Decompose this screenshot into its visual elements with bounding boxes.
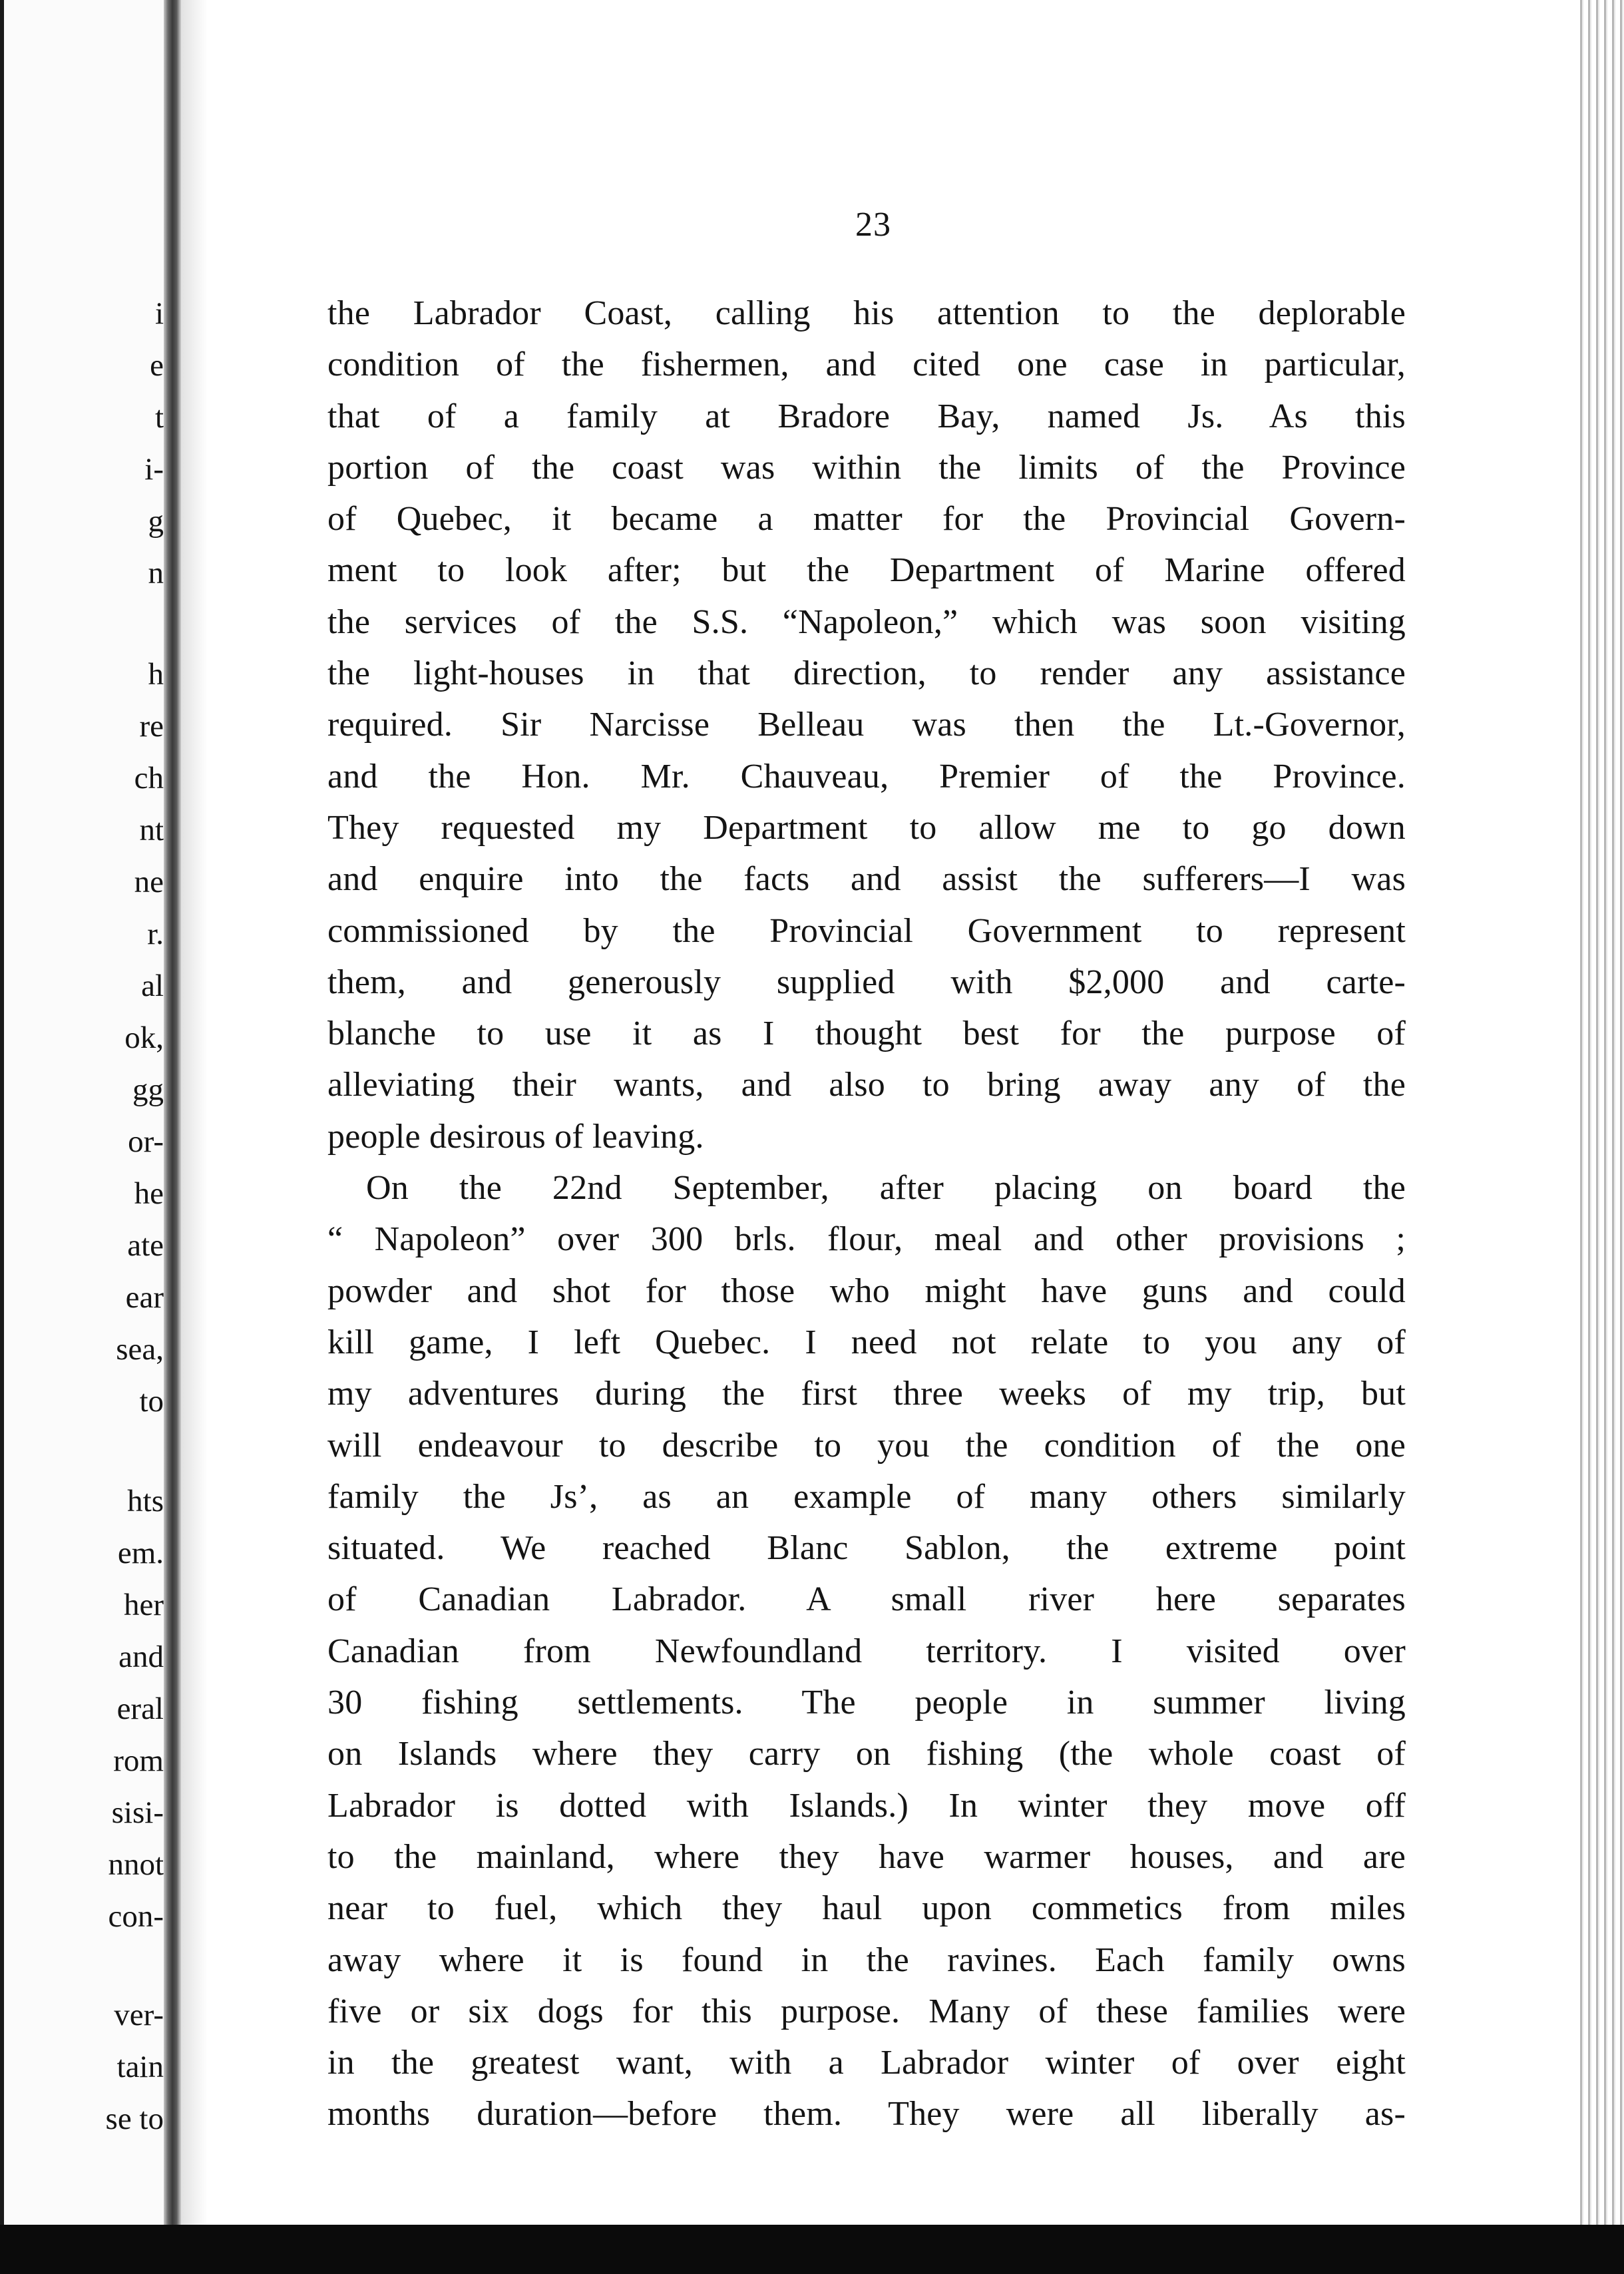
facing-line: sea, — [116, 1332, 164, 1367]
text-line: and enquire into the facts and assist the sufferers—I was — [327, 860, 1406, 899]
page-stack-edge — [1576, 0, 1624, 2225]
text-line: months duration—before them. They were all liberally as- — [327, 2095, 1406, 2134]
text-line: powder and shot for those who might have guns and could — [327, 1271, 1406, 1310]
text-line: my adventures during the first three weeks of my trip, but — [327, 1375, 1406, 1413]
text-line: them, and generously supplied with $2,000 and carte- — [327, 963, 1406, 1001]
facing-line: r. — [147, 917, 164, 951]
facing-line: ate — [127, 1228, 164, 1263]
facing-line: her — [123, 1588, 164, 1622]
facing-line: nnot — [108, 1847, 164, 1882]
text-line: ment to look after; but the Department of Marine offered — [327, 551, 1406, 590]
facing-line: re — [139, 709, 164, 744]
text-line: the light-houses in that direction, to render any assistance — [327, 654, 1406, 693]
facing-line: tain — [116, 2050, 164, 2084]
facing-line: rom — [113, 1743, 164, 1778]
facing-line: nt — [139, 813, 164, 847]
facing-line: h — [148, 657, 164, 692]
text-line: situated. We reached Blanc Sablon, the extreme point — [327, 1529, 1406, 1568]
facing-line: to — [139, 1384, 164, 1419]
facing-line: se to — [105, 2102, 164, 2136]
text-line: 30 fishing settlements. The people in summer living — [327, 1684, 1406, 1722]
body-text — [327, 288, 1406, 2140]
text-line: five or six dogs for this purpose. Many of these families were — [327, 1992, 1406, 2030]
facing-page-fragment — [4, 0, 164, 2225]
text-line: “ Napoleon” over 300 brls. flour, meal and other provisions ; — [327, 1220, 1406, 1259]
text-line: Labrador is dotted with Islands.) In winter they move off — [327, 1786, 1406, 1825]
text-line: near to fuel, which they haul upon commetics from miles — [327, 1889, 1406, 1928]
facing-line: em. — [117, 1536, 164, 1570]
text-line: in the greatest want, with a Labrador winter of over eight — [327, 2044, 1406, 2082]
facing-line: ne — [134, 865, 164, 899]
text-line-paragraph-end: people desirous of leaving. — [327, 1117, 704, 1156]
facing-line: ok, — [124, 1021, 164, 1055]
scan-bottom-border — [0, 2225, 1624, 2274]
text-line: the Labrador Coast, calling his attention to the deplorable — [327, 294, 1406, 332]
text-line: of Canadian Labrador. A small river here separates — [327, 1580, 1406, 1619]
facing-line: i — [154, 296, 164, 331]
facing-line: g — [148, 504, 164, 539]
facing-line: n — [148, 556, 164, 590]
facing-line: con- — [108, 1899, 164, 1934]
text-line: commissioned by the Provincial Government to represent — [327, 911, 1406, 950]
text-line: family the Js’, as an example of many others similarly — [327, 1477, 1406, 1516]
text-line: kill game, I left Quebec. I need not relate to you any of — [327, 1323, 1406, 1361]
text-line: They requested my Department to allow me to go down — [327, 808, 1406, 847]
text-line: Canadian from Newfoundland territory. I visited over — [327, 1632, 1406, 1670]
text-line-paragraph-start: On the 22nd September, after placing on board the — [366, 1169, 1406, 1208]
facing-line: or- — [128, 1124, 164, 1159]
facing-line: ch — [134, 761, 164, 796]
facing-line: ear — [125, 1280, 164, 1315]
text-line: of Quebec, it became a matter for the Provincial Govern- — [327, 500, 1406, 539]
gutter-shadow — [181, 0, 208, 2225]
text-line: will endeavour to describe to you the condition of the one — [327, 1426, 1406, 1465]
facing-line: and — [118, 1640, 164, 1674]
text-line: that of a family at Bradore Bay, named Js. As this — [327, 397, 1406, 435]
facing-line: sisi- — [111, 1795, 164, 1830]
facing-line: hts — [127, 1484, 164, 1518]
text-line: portion of the coast was within the limits of the Province — [327, 448, 1406, 487]
facing-line: al — [141, 969, 164, 1003]
text-line: condition of the fishermen, and cited one case in particular, — [327, 345, 1406, 384]
facing-line: eral — [116, 1692, 164, 1726]
facing-line: i- — [144, 452, 164, 487]
text-line: and the Hon. Mr. Chauveau, Premier of the Province. — [327, 757, 1406, 796]
text-line: away where it is found in the ravines. Each family owns — [327, 1940, 1406, 1979]
facing-line: t — [154, 400, 164, 435]
facing-line: ver- — [114, 1998, 164, 2032]
facing-line: he — [134, 1176, 164, 1211]
text-line: on Islands where they carry on fishing (the whole coast of — [327, 1735, 1406, 1773]
text-line: the services of the S.S. “Napoleon,” which was soon visiting — [327, 602, 1406, 641]
page-number: 23 — [855, 206, 891, 244]
text-line: required. Sir Narcisse Belleau was then the Lt.-Governor, — [327, 706, 1406, 744]
book-gutter — [164, 0, 181, 2225]
text-line: alleviating their wants, and also to bring away any of the — [327, 1066, 1406, 1104]
text-line: blanche to use it as I thought best for the purpose of — [327, 1015, 1406, 1053]
facing-line: gg — [132, 1072, 164, 1107]
facing-line: e — [150, 348, 164, 383]
text-line: to the mainland, where they have warmer houses, and are — [327, 1837, 1406, 1876]
